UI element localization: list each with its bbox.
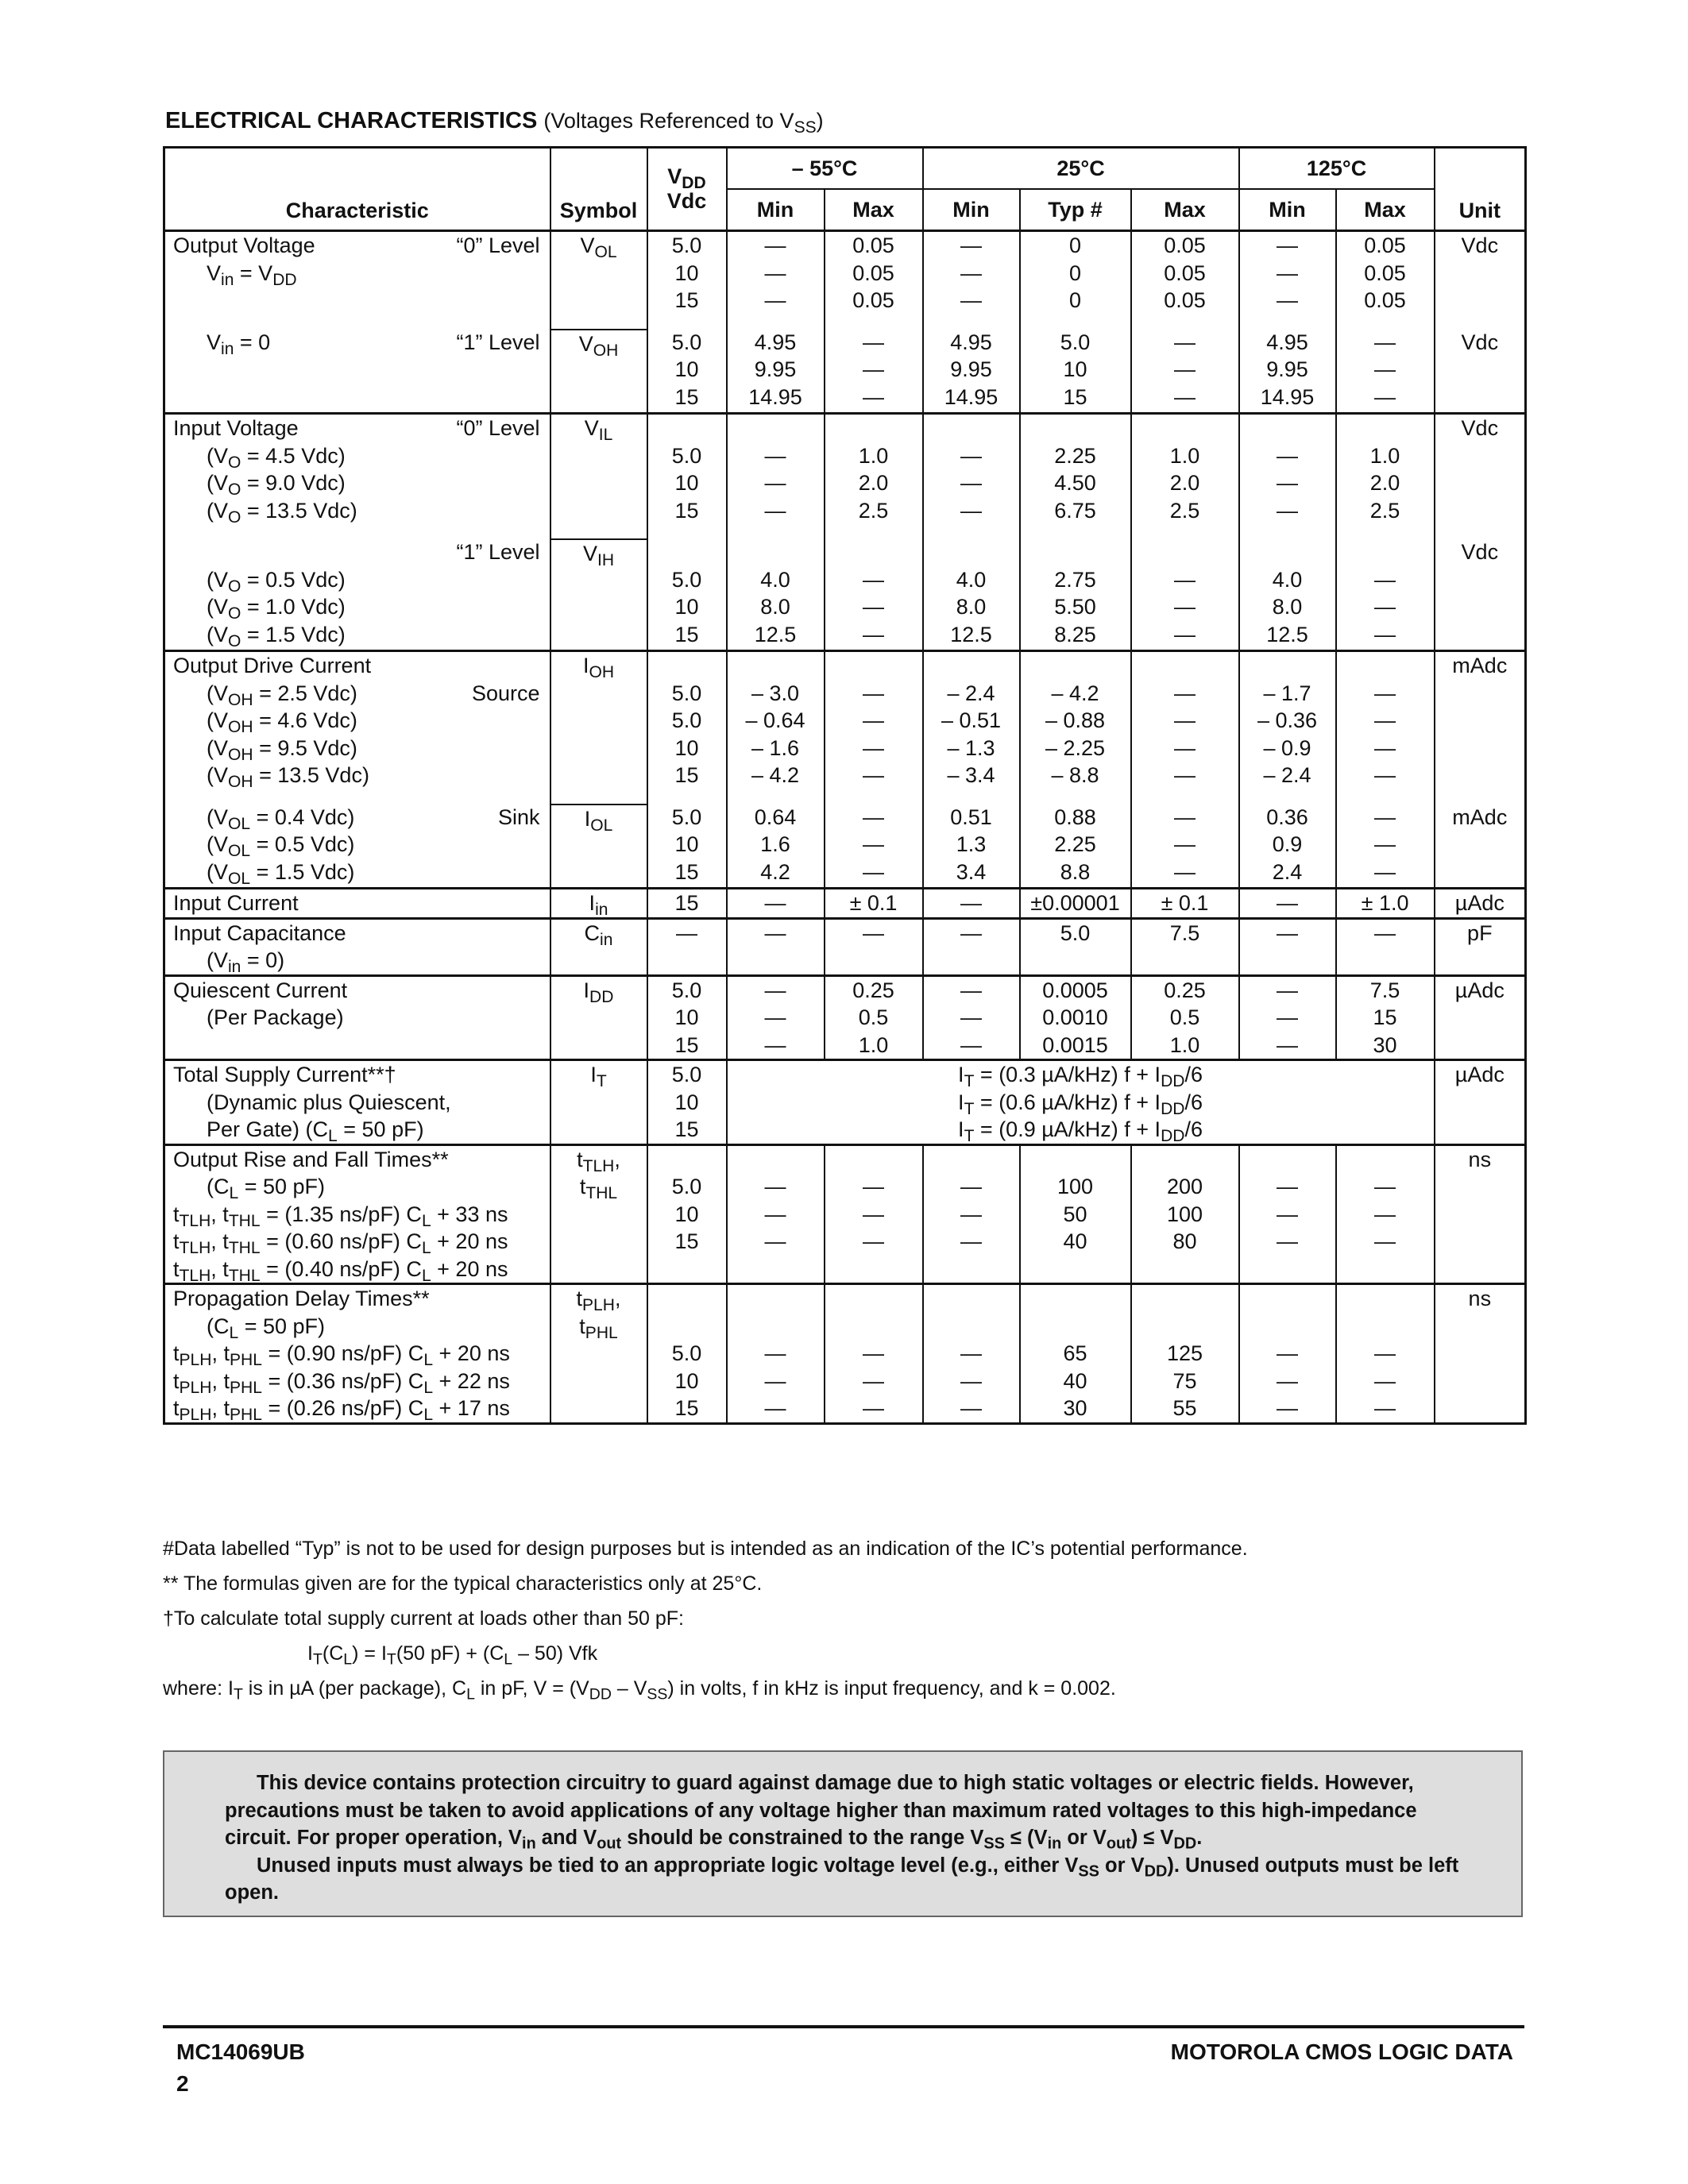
col-min: Min (923, 189, 1020, 231)
supply-current-formulas: $I_T = (0.3$ µA/kHz) $f + I_{DD}/6$ $I_T = (0.6$ µA/kHz) $f + I_{DD}/6$ $I_T = (0.9$ µA/kHz) $f + I_{DD}/6$ (727, 1060, 1435, 1145)
col-temp-125: 125°C (1239, 148, 1435, 190)
table-row: Output Drive Current ($V_{OH} = 2.5$ Vdc) Source ($V_{OH} = 4.6$ Vdc) ($V_{OH} = 9.5$ Vdc) ($V_{OH} = 13.5$ Vdc) ($V_{OL} = 0.4$ Vdc) Sink ($V_{OL} = 0.5$ Vdc) ($V_{OL} = 1.5$ Vdc) $I_{OH}$ $I_{OL}$ 5.0 5.0 10 15 5.0 10 15 – 3.0 – 0.64 – 1.6 – 4.2 0.64 1.6 4.2 — — — — — — — – 2.4 – 0.51 – 1.3 – 3.4 0.51 1.3 3.4 – 4.2 – 0.88 – 2.25 – 8.8 0.88 2.25 8.8 — — — — — — — – 1.7 – 0.36 – 0.9 – 2.4 0.36 0.9 2.4 — — — — — — — mAdc mAdc (164, 651, 1526, 889)
col-temp-minus55: – 55°C (727, 148, 923, 190)
col-min: Min (727, 189, 825, 231)
table-row: Propagation Delay Times** ($C_L = 50$ pF) $t_{PLH}$, $t_{PHL} = (0.90$ ns/pF) $C_L + 20$ ns $t_{PLH}$, $t_{PHL} = (0.36$ ns/pF) $C_L + 22$ ns $t_{PLH}$, $t_{PHL} = (0.26$ ns/pF) $C_L + 17$ ns $t_{PLH}$, $t_{PHL}$ 5.0 10 15 — — — — — — — — — 65 40 30 125 75 55 — — — — — — ns (164, 1284, 1526, 1424)
note-formula: $I_T(C_L) = I_T(50$ $pF) + (C_L - 50)$ Vfk (307, 1642, 598, 1669)
note-typ: #Data labelled “Typ” is not to be used for design purposes but is intended as an indication of the IC’s potential performance. (163, 1538, 1248, 1560)
table-row: Quiescent Current (Per Package) $I_{DD}$ 5.0 10 15 — — — 0.25 0.5 1.0 — — — 0.0005 0.0010 0.0015 0.25 0.5 1.0 — — — 7.5 15 30 µAdc (164, 975, 1526, 1060)
footnotes (163, 1531, 1529, 1706)
col-typ: Typ # (1020, 189, 1131, 231)
col-symbol: Symbol (550, 148, 647, 231)
table-row: Output Rise and Fall Times** ($C_L = 50$ pF) $t_{TLH}$, $t_{THL} = (1.35$ ns/pF) $C_L + 33$ ns $t_{TLH}$, $t_{THL} = (0.60$ ns/pF) $C_L + 20$ ns $t_{TLH}$, $t_{THL} = (0.40$ ns/pF) $C_L + 20$ ns $t_{TLH}$, $t_{THL}$ 5.0 10 15 — — — — — — — — — 100 50 40 200 100 80 — — — — — — ns (164, 1144, 1526, 1284)
col-unit: Unit (1435, 148, 1526, 231)
footer-publication: MOTOROLA CMOS LOGIC DATA (1170, 2039, 1513, 2064)
col-min: Min (1239, 189, 1336, 231)
col-temp-25: 25°C (923, 148, 1239, 190)
esd-warning-box: This device contains protection circuitry to guard against damage due to high static voltages or electric fields. However, precautions must be taken to avoid applications of any voltage higher than maximum rated voltages to this high-impedance circuit. For proper operation, $V_{in}$ and $V_{out}$ should be constrained to the range $V_{SS} \le (V_{in}$ or $V_{out}) \le V_{DD}$. Unused inputs must always be tied to an appropriate logic voltage level (e.g., either $V_{SS}$ or $V_{DD}$). Unused outputs must be left open. (163, 1750, 1523, 1917)
page-number: 2 (176, 2071, 189, 2096)
col-max: Max (825, 189, 923, 231)
table-row: Input Current $I_{in}$ 15 — ± 0.1 — ±0.00001 ± 0.1 — ± 1.0 µAdc (164, 889, 1526, 919)
electrical-characteristics-table (163, 146, 1527, 1425)
col-characteristic: Characteristic (164, 148, 550, 231)
col-vdd: $V_{DD}$ Vdc (647, 148, 727, 231)
part-number: MC14069UB (176, 2039, 305, 2064)
col-max: Max (1336, 189, 1435, 231)
note-where: where: $I_T$ is in µA (per package), $C_L$ in pF, $V = (V_{DD} - V_{SS})$ in volts, f in kHz is input frequency, and k = 0.002. (163, 1677, 1116, 1704)
table-row: Input Voltage “0” Level ($V_O = 4.5$ Vdc) ($V_O = 9.0$ Vdc) ($V_O = 13.5$ Vdc) “1” Level ($V_O = 0.5$ Vdc) ($V_O = 1.0$ Vdc) ($V_O = 1.5$ Vdc) $V_{IL}$ $V_{IH}$ 5.0 10 15 5.0 10 15 — — — 4.0 8.0 12.5 1.0 2.0 2.5 — — — — — — 4.0 8.0 12.5 2.25 4.50 6.75 2.75 5.50 8.25 1.0 2.0 2.5 — — — — — — 4.0 8.0 12.5 1.0 2.0 2.5 — — — Vdc Vdc (164, 414, 1526, 651)
table-title: ELECTRICAL CHARACTERISTICS (Voltages Referenced to $V_{SS}$) (165, 108, 824, 137)
table-row: Input Capacitance $(V_{in} = 0)$ $C_{in}$ — — — — 5.0 7.5 — — pF (164, 918, 1526, 975)
note-supply: †To calculate total supply current at loads other than 50 pF: (163, 1607, 684, 1630)
footer-rule (163, 2025, 1524, 2028)
table-row: Total Supply Current**† (Dynamic plus Quiescent, Per Gate) ($C_L = 50$ pF) $I_T$ 5.0 10 15 $I_T = (0.3$ µA/kHz) $f + I_{DD}/6$ $I_T = (0.6$ µA/kHz) $f + I_{DD}/6$ $I_T = (0.9$ µA/kHz) $f + I_{DD}/6$ µAdc (164, 1060, 1526, 1145)
table-row: Output Voltage “0” Level $V_{in} = V_{DD}$ $V_{in} = 0$ “1” Level $V_{OL}$ $V_{OH}$ 5.0 10 15 5.0 10 15 — — — 4.95 9.95 14.95 0.05 0.05 0.05 — — — — — — 4.95 9.95 14.95 0 0 0 5.0 10 15 0.05 0.05 0.05 — — — — — — 4.95 9.95 14.95 0.05 0.05 0.05 — — — Vdc Vdc (164, 231, 1526, 414)
note-formulas: ** The formulas given are for the typical characteristics only at 25°C. (163, 1572, 763, 1595)
col-max: Max (1131, 189, 1239, 231)
